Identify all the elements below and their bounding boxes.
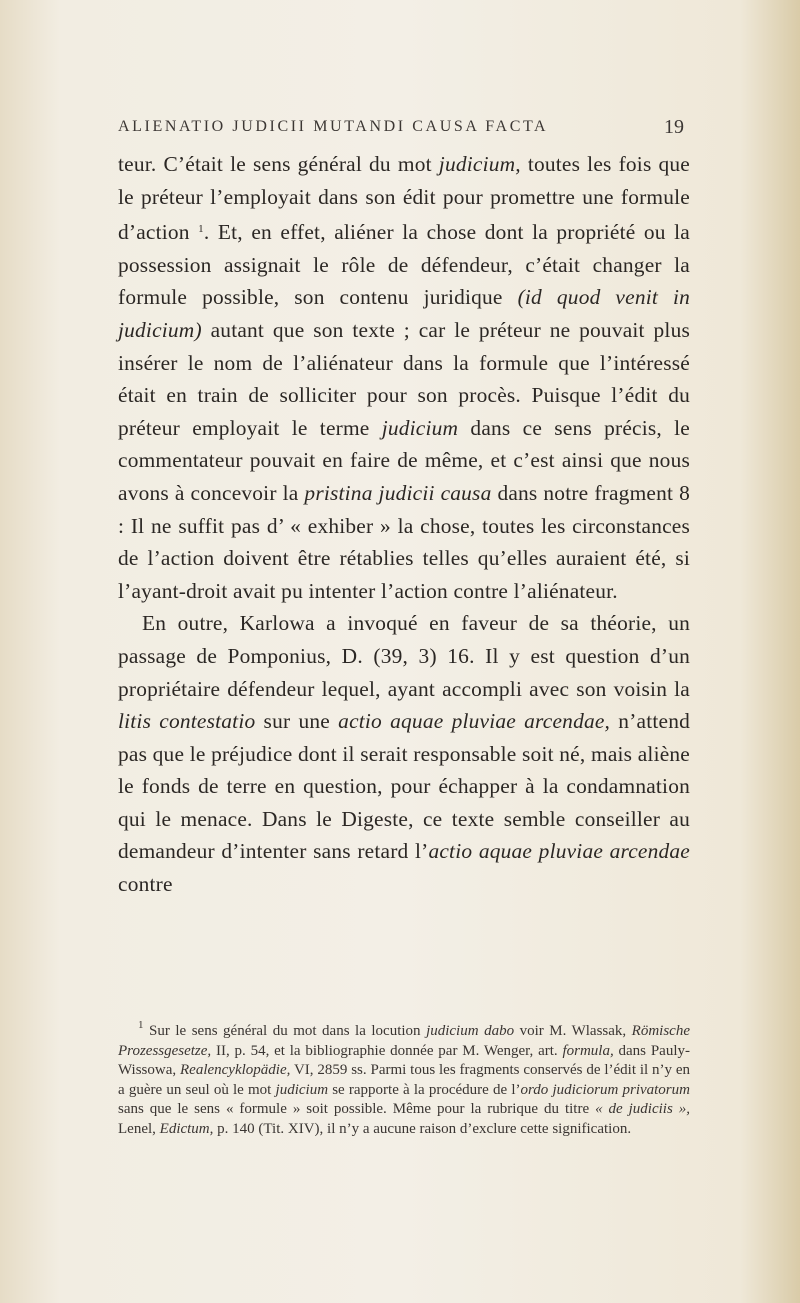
italic-term: Römische Prozessgesetze, [118, 1023, 690, 1059]
text-segment: dans ce sens précis, le commentateur pouvait en faire de même, et c’est ainsi que nous avons à concevoir la [118, 415, 691, 505]
footnote-reference: 1 [198, 223, 204, 236]
footnotes [118, 1016, 690, 1140]
italic-term: « de judiciis », [595, 1101, 690, 1118]
italic-term: judicium dabo [426, 1023, 515, 1039]
text-segment: teur. C’était le sens général du mot [118, 152, 439, 176]
body-text [118, 148, 690, 901]
paragraph-1 [118, 148, 690, 607]
text-segment: En outre, Karlowa a invoqué en faveur de sa théorie, un passage de Pomponius, D. (39, 3) 16. Il y est question d’un propriétaire défendeur lequel, ayant accompli avec son voisin la [118, 611, 690, 701]
running-title: ALIENATIO JUDICII MUTANDI CAUSA FACTA [118, 118, 549, 135]
footnote-1 [118, 1016, 690, 1140]
italic-term: pristina judicii causa [304, 480, 492, 505]
text-segment: sur une [255, 709, 339, 734]
text-segment: Sur le sens général du mot dans la locution [143, 1023, 427, 1039]
italic-term: actio aquae pluviae arcendae [428, 839, 690, 864]
text-segment: dans notre fragment 8 : Il ne suffit pas d’ « exhiber » la chose, toutes les circonstances de l’action doivent être rétablies telles qu’elles auraient été, si l’ayant-droit avait pu intenter l’action contre l’aliénateur. [118, 480, 690, 603]
italic-term: actio aquae pluviae arcendae, [338, 709, 611, 734]
text-segment: p. 140 (Tit. XIV), il n’y a aucune raison d’exclure cette signification. [213, 1120, 632, 1137]
italic-term: (id quod venit in judicium) [118, 285, 690, 342]
italic-term: judicium [381, 415, 459, 440]
text-segment: VI, 2859 ss. Parmi tous les fragments conservés de l’édit il n’y en a guère un seul où le mot [118, 1062, 691, 1098]
text-segment: Lenel, [118, 1120, 160, 1137]
italic-term: litis contestatio [118, 709, 256, 734]
italic-term: Realencyklopädie, [180, 1062, 291, 1079]
page-number: 19 [664, 116, 684, 138]
text-segment: . Et, en effet, aliéner la chose dont la propriété ou la possession assignait le rôle de défendeur, c’était changer la formule possible, son contenu juridique [118, 220, 691, 310]
italic-term: ordo judiciorum privatorum [520, 1081, 690, 1098]
text-segment: II, p. 54, et la bibliographie donnée par M. Wenger, art. [211, 1042, 563, 1059]
paragraph-2 [118, 607, 690, 900]
text-segment: sans que le sens « formule » soit possible. Même pour la rubrique du titre [118, 1101, 596, 1118]
footnote-marker: 1 [138, 1019, 144, 1031]
italic-term: formula, [562, 1042, 614, 1059]
italic-term: judicium [275, 1081, 329, 1098]
text-segment: contre [118, 872, 173, 897]
text-segment: voir M. Wlassak, [514, 1023, 632, 1039]
text-segment: autant que son texte ; car le préteur ne pouvait plus insérer le nom de l’aliénateur dans la formule que l’intéressé était en train de solliciter pour son procès. Puisque l’édit du préteur employait le terme [118, 317, 690, 440]
text-segment: toutes les fois que le préteur l’employait dans son édit pour promettre une formule d’action [118, 152, 690, 245]
italic-term: Edictum, [159, 1120, 214, 1137]
text-segment: dans Pauly-Wissowa, [118, 1042, 690, 1079]
text-segment: se rapporte à la procédure de l’ [328, 1081, 521, 1098]
italic-term: judicium, [438, 152, 521, 176]
text-segment: n’attend pas que le préjudice dont il serait responsable soit né, mais aliène le fonds de terre en question, pour échapper à la condamnation qui le menace. Dans le Digeste, ce texte semble conseiller au demandeur d’intenter sans retard l’ [118, 709, 690, 864]
